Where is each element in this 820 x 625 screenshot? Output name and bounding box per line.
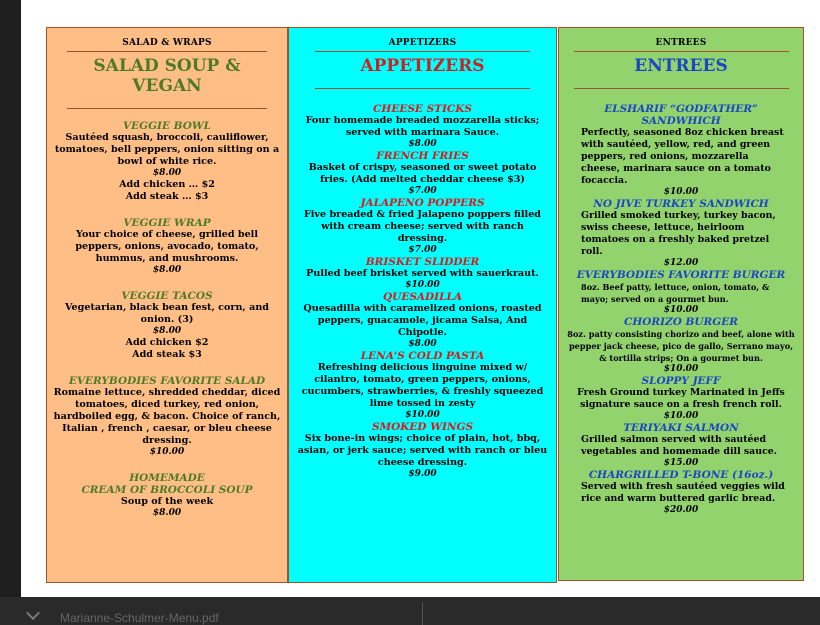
- menu-item: [565, 469, 797, 516]
- item-price: $12.00: [663, 258, 699, 268]
- divider: [422, 602, 423, 625]
- item-name: CHARGRILLED T-BONE (16oz.): [588, 469, 774, 481]
- menu-item: [565, 103, 797, 198]
- menu-item: [53, 375, 281, 458]
- item-description: Vegetarian, black bean fest, corn, and onion. (3): [64, 302, 270, 325]
- item-price: $10.00: [663, 187, 699, 197]
- entrees-column-title: ENTREES: [574, 56, 789, 89]
- item-description: Fresh Ground turkey Marinated in Jeffs signature sauce on a fresh french roll.: [577, 387, 785, 410]
- item-name: SMOKED WINGS: [371, 421, 474, 433]
- item-name: CHORIZO BURGER: [624, 316, 738, 328]
- item-name: VEGGIE BOWL: [122, 120, 212, 132]
- item-name: CHEESE STICKS: [373, 103, 472, 115]
- filename-label: Marianne-Schulmer-Menu.pdf: [60, 611, 219, 625]
- item-name: NO JIVE TURKEY SANDWICH: [593, 198, 769, 210]
- item-description: 8oz. Beef patty, lettuce, onion, tomato, & mayo; served on a gourmet bun.: [581, 282, 770, 304]
- entrees-column: [558, 27, 804, 581]
- menu-item: [53, 217, 281, 276]
- item-description: Your choice of cheese, grilled bell peppers, onions, avocado, tomato, hummus, and mushrooms.: [75, 229, 259, 264]
- item-price: $10.00: [405, 410, 440, 420]
- item-price: $7.00: [408, 245, 437, 255]
- item-name: HOMEMADE: [129, 472, 205, 484]
- item-name: LENA'S COLD PASTA: [360, 350, 485, 362]
- salad-column-header: SALAD & WRAPS: [67, 38, 267, 52]
- entree-items: [559, 89, 803, 516]
- salad-items: [47, 109, 287, 519]
- item-price: $10.00: [663, 411, 699, 421]
- menu-item: [295, 103, 550, 150]
- menu-item: [295, 421, 550, 480]
- item-description: Basket of crispy, seasoned or sweet potato fries. (Add melted cheddar cheese $3): [308, 162, 537, 185]
- item-price: $8.00: [408, 139, 437, 149]
- item-description: Six bone-in wings; choice of plain, hot, bbq, asian, or jerk sauce; served with ranch or bleu cheese dressing.: [297, 433, 548, 468]
- item-name: CREAM OF BROCCOLI SOUP: [81, 484, 253, 496]
- item-description: Pulled beef brisket served with sauerkraut.: [306, 268, 539, 279]
- item-description: Soup of the week: [120, 496, 214, 507]
- item-name: FRENCH FRIES: [376, 150, 469, 162]
- item-name: EVERYBODIES FAVORITE BURGER: [576, 269, 786, 281]
- salad-column: [46, 27, 288, 583]
- item-name: SLOPPY JEFF: [641, 375, 721, 387]
- item-price: $10.00: [663, 305, 699, 315]
- appetizers-column-title: APPETIZERS: [315, 56, 530, 89]
- item-description: Sautéed squash, broccoli, cauliflower, tomatoes, bell peppers, onion sitting on a bowl of white rice.: [54, 132, 280, 167]
- item-price: $8.00: [408, 339, 437, 349]
- menu-item: [295, 197, 550, 256]
- item-price: $10.00: [663, 364, 699, 374]
- item-price: $20.00: [663, 505, 699, 515]
- item-description: Grilled smoked turkey, turkey bacon, swiss cheese, lettuce, heirloom tomatoes on a freshly baked pretzel roll.: [581, 210, 776, 257]
- item-description: 8oz. patty consisting chorizo and beef, alone with pepper jack cheese, pico de gallo, Serrano mayo, & tortilla strips; On a gourmet bun.: [567, 329, 795, 363]
- spacer: [53, 361, 281, 375]
- item-description: Romaine lettuce, shredded cheddar, diced tomatoes, diced turkey, red onion, hardboiled egg, & bacon. Choice of ranch, Italian , french , caesar, or bleu cheese dressing.: [53, 387, 281, 446]
- menu-item: [295, 150, 550, 197]
- item-addon: Add steak … $3: [125, 191, 209, 202]
- menu-item: [565, 269, 797, 316]
- salad-column-title: SALAD SOUP & VEGAN: [67, 56, 267, 109]
- spacer: [53, 458, 281, 472]
- item-name: VEGGIE TACOS: [121, 290, 213, 302]
- menu-item: [53, 472, 281, 519]
- item-price: $10.00: [149, 447, 185, 457]
- item-description: Refreshing delicious linguine mixed w/ cilantro, tomato, green peppers, onions, cucumbers, strawberries, & freshly squeezed lime tossed in zesty: [301, 362, 544, 409]
- menu-item: [53, 120, 281, 203]
- item-description: Five breaded & fried Jalapeno poppers filled with cream cheese; served with ranch dressing.: [303, 209, 542, 244]
- entrees-column-header: ENTREES: [574, 38, 789, 52]
- menu-item: [295, 291, 550, 350]
- item-description: Four homemade breaded mozzarella sticks; served with marinara Sauce.: [305, 115, 540, 138]
- item-name: TERIYAKI SALMON: [623, 422, 739, 434]
- item-addon: Add chicken … $2: [119, 179, 215, 190]
- item-addon: Add chicken $2: [125, 337, 209, 348]
- item-name: JALAPENO POPPERS: [360, 197, 485, 209]
- item-price: $8.00: [152, 326, 182, 336]
- item-price: $7.00: [408, 186, 437, 196]
- item-price: $9.00: [408, 469, 437, 479]
- menu-item: [565, 198, 797, 269]
- item-name: EVERYBODIES FAVORITE SALAD: [68, 375, 266, 387]
- item-description: Quesadilla with caramelized onions, roasted peppers, guacamole, jicama Salsa, And Chipotle.: [303, 303, 542, 338]
- item-name: BRISKET SLIDDER: [365, 256, 480, 268]
- item-price: $8.00: [152, 508, 182, 518]
- menu-item: [565, 375, 797, 422]
- spacer: [53, 276, 281, 290]
- viewer-bottom-bar: [0, 597, 820, 625]
- item-name: VEGGIE WRAP: [123, 217, 211, 229]
- item-description: Served with fresh sautéed veggies wild rice and warm buttered garlic bread.: [581, 481, 785, 504]
- spacer: [53, 203, 281, 217]
- item-name: ELSHARIF “GODFATHER” SANDWHICH: [604, 103, 758, 127]
- item-description: Grilled salmon served with sautéed vegetables and homemade dill sauce.: [581, 434, 778, 457]
- item-addon: Add steak $3: [132, 349, 202, 360]
- menu-item: [565, 316, 797, 375]
- chevron-down-icon[interactable]: [26, 606, 40, 620]
- appetizers-column-header: APPETIZERS: [315, 38, 530, 52]
- item-name: QUESADILLA: [383, 291, 462, 303]
- appetizers-column: [288, 27, 557, 583]
- appetizer-items: [289, 89, 556, 480]
- item-price: $8.00: [152, 265, 182, 275]
- item-price: $15.00: [663, 458, 699, 468]
- menu-item: [295, 256, 550, 291]
- menu-item: [565, 422, 797, 469]
- menu-item: [295, 350, 550, 421]
- menu-item: [53, 290, 281, 361]
- item-price: $10.00: [405, 280, 440, 290]
- item-description: Perfectly, seasoned 8oz chicken breast with sautéed, yellow, red, and green peppers, red onions, mozzarella cheese, marinara sauce on a tomato focaccia.: [581, 127, 784, 186]
- item-price: $8.00: [152, 168, 182, 178]
